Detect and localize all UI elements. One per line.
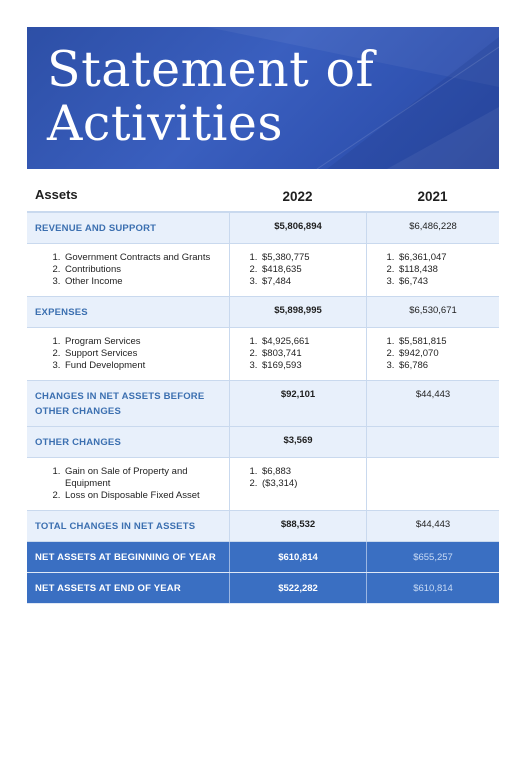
list-item: 2. $942,070: [397, 348, 499, 360]
revenue-row: [27, 213, 499, 244]
other-changes-2021: [366, 427, 499, 457]
revenue-items-2022: [229, 244, 366, 296]
changes-before-2021: $44,443: [366, 381, 499, 426]
list-item: 2. Contributions: [63, 264, 229, 276]
list-item: 2. Loss on Disposable Fixed Asset: [63, 490, 229, 502]
changes-before-label: CHANGES IN NET ASSETS BEFORE OTHER CHANGES: [35, 391, 205, 417]
table-header-row: [27, 178, 499, 213]
list-item: 2. ($3,314): [260, 478, 366, 490]
list-item: 1. $6,361,047: [397, 252, 499, 264]
changes-before-row: [27, 381, 499, 427]
total-changes-2021: $44,443: [366, 511, 499, 541]
list-item: 3. $169,593: [260, 360, 366, 372]
other-changes-items: [27, 458, 229, 510]
list-item: 2. $803,741: [260, 348, 366, 360]
other-changes-label: OTHER CHANGES: [35, 437, 121, 448]
list-item: 1. Program Services: [63, 336, 229, 348]
expenses-2022: $5,898,995: [229, 297, 366, 327]
other-changes-row: [27, 427, 499, 458]
revenue-items-row: [27, 244, 499, 297]
other-changes-items-row: [27, 458, 499, 511]
beginning-2021: $655,257: [366, 542, 499, 572]
list-item: 1. $5,581,815: [397, 336, 499, 348]
list-item: 3. $7,484: [260, 276, 366, 288]
revenue-items: [27, 244, 229, 296]
end-2022: $522,282: [229, 573, 366, 603]
list-item: 2. $118,438: [397, 264, 499, 276]
end-label: NET ASSETS AT END OF YEAR: [35, 583, 181, 594]
header-2021: 2021: [417, 189, 448, 204]
beginning-2022: $610,814: [229, 542, 366, 572]
list-item: 1. Government Contracts and Grants: [63, 252, 229, 264]
beginning-label: NET ASSETS AT BEGINNING OF YEAR: [35, 552, 216, 563]
title-line-1: Statement of: [47, 41, 375, 98]
total-changes-label: TOTAL CHANGES IN NET ASSETS: [35, 521, 196, 532]
end-row: [27, 573, 499, 604]
expenses-row: [27, 297, 499, 328]
revenue-label: REVENUE AND SUPPORT: [35, 223, 157, 234]
expenses-label: EXPENSES: [35, 307, 88, 318]
end-2021: $610,814: [366, 573, 499, 603]
expenses-items-row: [27, 328, 499, 381]
list-item: 1. $5,380,775: [260, 252, 366, 264]
list-item: 3. $6,786: [397, 360, 499, 372]
expenses-items: [27, 328, 229, 380]
list-item: 2. $418,635: [260, 264, 366, 276]
list-item: 3. $6,743: [397, 276, 499, 288]
other-changes-items-2022: [229, 458, 366, 510]
page-title: [47, 43, 374, 151]
changes-before-2022: $92,101: [229, 381, 366, 426]
other-changes-2022: $3,569: [229, 427, 366, 457]
list-item: 2. Support Services: [63, 348, 229, 360]
total-changes-row: [27, 511, 499, 542]
title-banner: [27, 27, 499, 169]
expenses-items-2021: [366, 328, 499, 380]
total-changes-2022: $88,532: [229, 511, 366, 541]
beginning-row: [27, 542, 499, 573]
list-item: 3. Fund Development: [63, 360, 229, 372]
revenue-2022: $5,806,894: [229, 213, 366, 243]
title-line-2: Activities: [47, 95, 284, 152]
activities-table: [27, 178, 499, 604]
other-changes-items-2021: [366, 458, 499, 510]
list-item: 3. Other Income: [63, 276, 229, 288]
header-2022: 2022: [282, 189, 313, 204]
list-item: 1. Gain on Sale of Property and Equipment: [63, 466, 229, 490]
list-item: 1. $4,925,661: [260, 336, 366, 348]
list-item: 1. $6,883: [260, 466, 366, 478]
expenses-2021: $6,530,671: [366, 297, 499, 327]
revenue-items-2021: [366, 244, 499, 296]
header-assets: Assets: [35, 187, 78, 202]
revenue-2021: $6,486,228: [366, 213, 499, 243]
expenses-items-2022: [229, 328, 366, 380]
